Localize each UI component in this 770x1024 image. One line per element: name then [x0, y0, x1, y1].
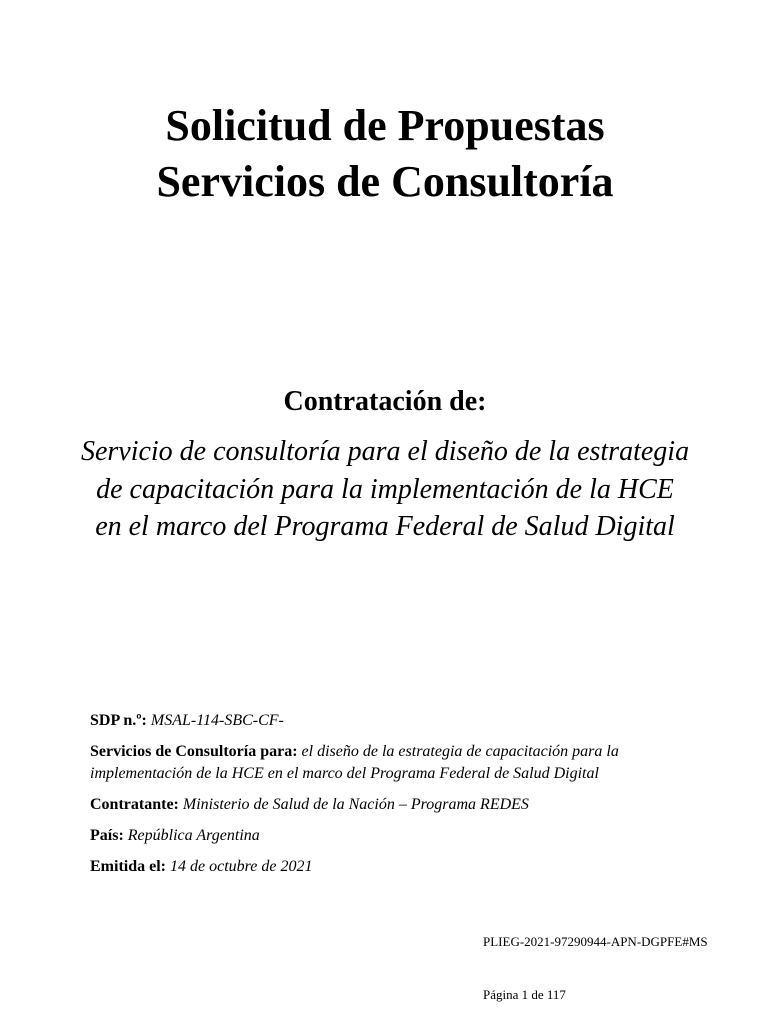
services-label: Servicios de Consultoría para:: [90, 743, 298, 760]
contractor-row: [90, 794, 690, 816]
info-block: [90, 710, 690, 887]
services-value: el diseño de la estrategia de capacitación para la implementación de la HCE en el marco del Programa Federal de Salud Digital: [90, 743, 619, 782]
sdp-value: MSAL-114-SBC-CF-: [150, 712, 284, 729]
page-number: Página 1 de 117: [483, 987, 566, 1002]
country-value: República Argentina: [127, 827, 260, 844]
contract-heading: Contratación de:: [283, 386, 487, 417]
sdp-label: SDP n.º:: [90, 712, 147, 729]
title-line-2: Servicios de Consultoría: [156, 157, 614, 206]
issued-value: 14 de octubre de 2021: [170, 858, 313, 875]
document-title: [0, 98, 770, 210]
country-label: País:: [90, 827, 124, 844]
sdp-row: [90, 710, 690, 732]
title-line-1: Solicitud de Propuestas: [165, 101, 605, 150]
country-row: [90, 825, 690, 847]
issued-row: [90, 856, 690, 878]
issued-label: Emitida el:: [90, 858, 166, 875]
document-reference: PLIEG-2021-97290944-APN-DGPFE#MS: [483, 934, 708, 949]
services-row: [90, 741, 690, 785]
contractor-value: Ministerio de Salud de la Nación – Programa REDES: [182, 796, 529, 813]
contract-description: Servicio de consultoría para el diseño de la estrategia de capacitación para la implementación de la HCE en el marco del Programa Federal de Salud Digital: [80, 436, 690, 542]
contractor-label: Contratante:: [90, 796, 179, 813]
